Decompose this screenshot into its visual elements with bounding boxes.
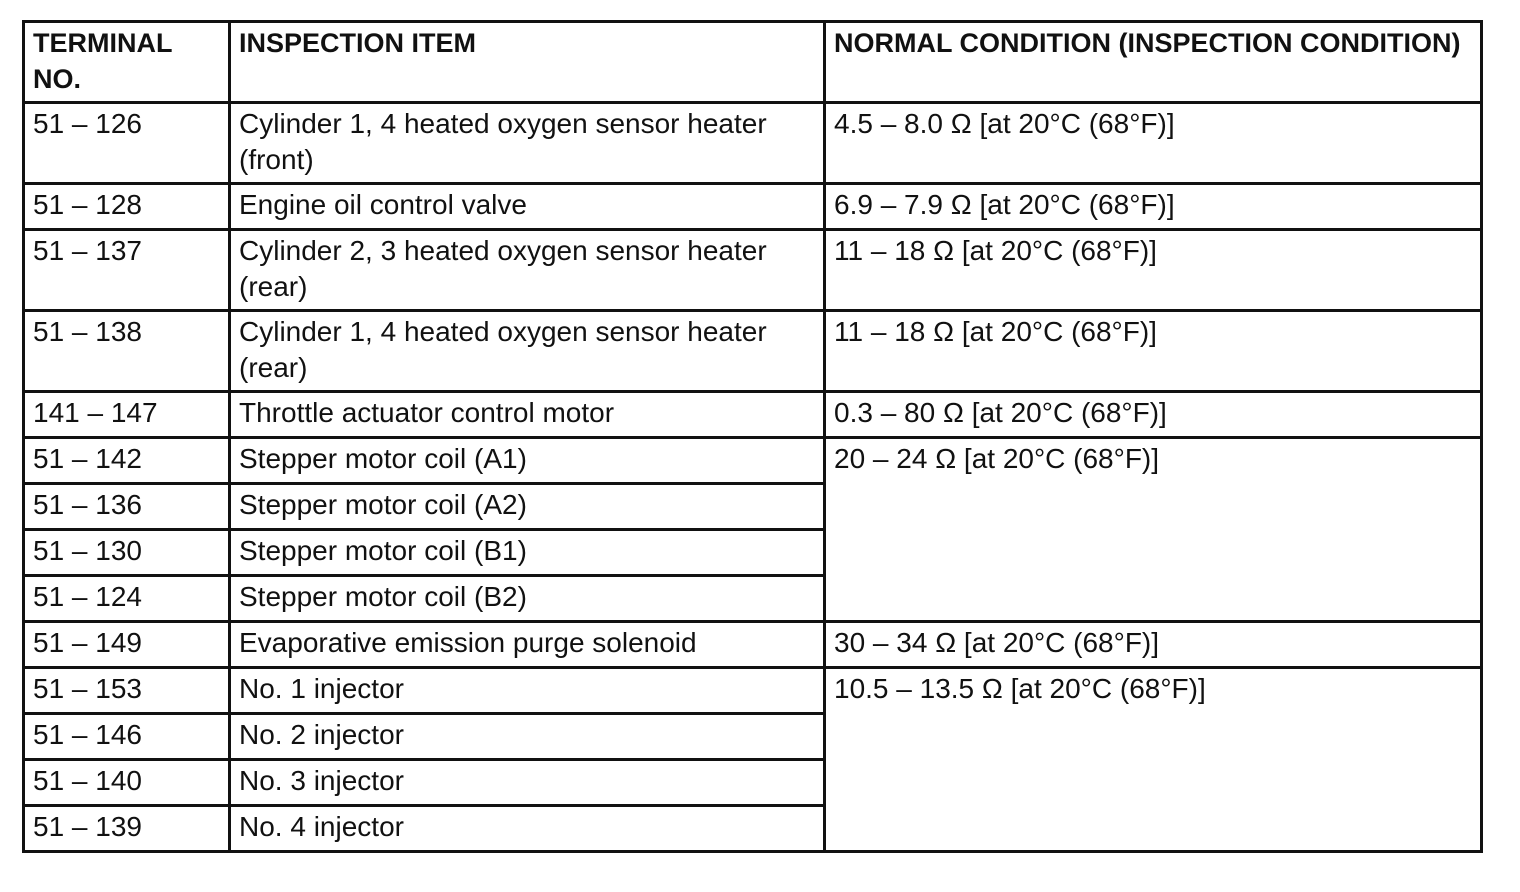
normal-condition-cell: 0.3 – 80 Ω [at 20°C (68°F)] [825, 392, 1482, 438]
inspection-item-cell: Stepper motor coil (A1) [230, 438, 825, 484]
header-normal-condition: NORMAL CONDITION (INSPECTION CONDITION) [825, 22, 1482, 103]
normal-condition-cell: 30 – 34 Ω [at 20°C (68°F)] [825, 622, 1482, 668]
terminal-cell: 51 – 138 [24, 311, 230, 392]
normal-condition-cell: 11 – 18 Ω [at 20°C (68°F)] [825, 311, 1482, 392]
table-row [24, 103, 1482, 184]
table-row [24, 392, 1482, 438]
normal-condition-cell: 10.5 – 13.5 Ω [at 20°C (68°F)] [825, 668, 1482, 852]
inspection-item-cell [230, 230, 825, 311]
inspection-item-cell: No. 3 injector [230, 760, 825, 806]
normal-condition-cell: 11 – 18 Ω [at 20°C (68°F)] [825, 230, 1482, 311]
inspection-item-cell: No. 4 injector [230, 806, 825, 852]
terminal-cell: 51 – 153 [24, 668, 230, 714]
terminal-cell: 51 – 149 [24, 622, 230, 668]
item-line: Cylinder 1, 4 heated oxygen sensor heater [239, 316, 767, 347]
normal-condition-cell: 4.5 – 8.0 Ω [at 20°C (68°F)] [825, 103, 1482, 184]
normal-condition-cell: 6.9 – 7.9 Ω [at 20°C (68°F)] [825, 184, 1482, 230]
table-row [24, 622, 1482, 668]
inspection-table [22, 20, 1483, 853]
table-row [24, 668, 1482, 714]
inspection-item-cell: Stepper motor coil (A2) [230, 484, 825, 530]
terminal-cell: 51 – 130 [24, 530, 230, 576]
item-line: Cylinder 2, 3 heated oxygen sensor heater [239, 235, 767, 266]
inspection-item-cell: No. 2 injector [230, 714, 825, 760]
item-line: (front) [239, 144, 314, 175]
terminal-cell: 51 – 128 [24, 184, 230, 230]
inspection-item-cell: Throttle actuator control motor [230, 392, 825, 438]
inspection-item-cell: No. 1 injector [230, 668, 825, 714]
terminal-cell: 141 – 147 [24, 392, 230, 438]
terminal-cell: 51 – 139 [24, 806, 230, 852]
terminal-cell: 51 – 126 [24, 103, 230, 184]
table-row [24, 230, 1482, 311]
terminal-cell: 51 – 124 [24, 576, 230, 622]
header-inspection-item: INSPECTION ITEM [230, 22, 825, 103]
inspection-item-cell: Engine oil control valve [230, 184, 825, 230]
terminal-cell: 51 – 137 [24, 230, 230, 311]
header-row [24, 22, 1482, 103]
terminal-cell: 51 – 146 [24, 714, 230, 760]
terminal-cell: 51 – 140 [24, 760, 230, 806]
item-line: (rear) [239, 352, 308, 383]
terminal-cell: 51 – 136 [24, 484, 230, 530]
item-line: Cylinder 1, 4 heated oxygen sensor heater [239, 108, 767, 139]
inspection-item-cell: Evaporative emission purge solenoid [230, 622, 825, 668]
table-row [24, 438, 1482, 484]
header-terminal: TERMINAL NO. [24, 22, 230, 103]
inspection-item-cell [230, 103, 825, 184]
table-row [24, 184, 1482, 230]
inspection-item-cell: Stepper motor coil (B2) [230, 576, 825, 622]
terminal-cell: 51 – 142 [24, 438, 230, 484]
normal-condition-cell: 20 – 24 Ω [at 20°C (68°F)] [825, 438, 1482, 622]
inspection-item-cell [230, 311, 825, 392]
table-row [24, 311, 1482, 392]
item-line: (rear) [239, 271, 308, 302]
inspection-item-cell: Stepper motor coil (B1) [230, 530, 825, 576]
